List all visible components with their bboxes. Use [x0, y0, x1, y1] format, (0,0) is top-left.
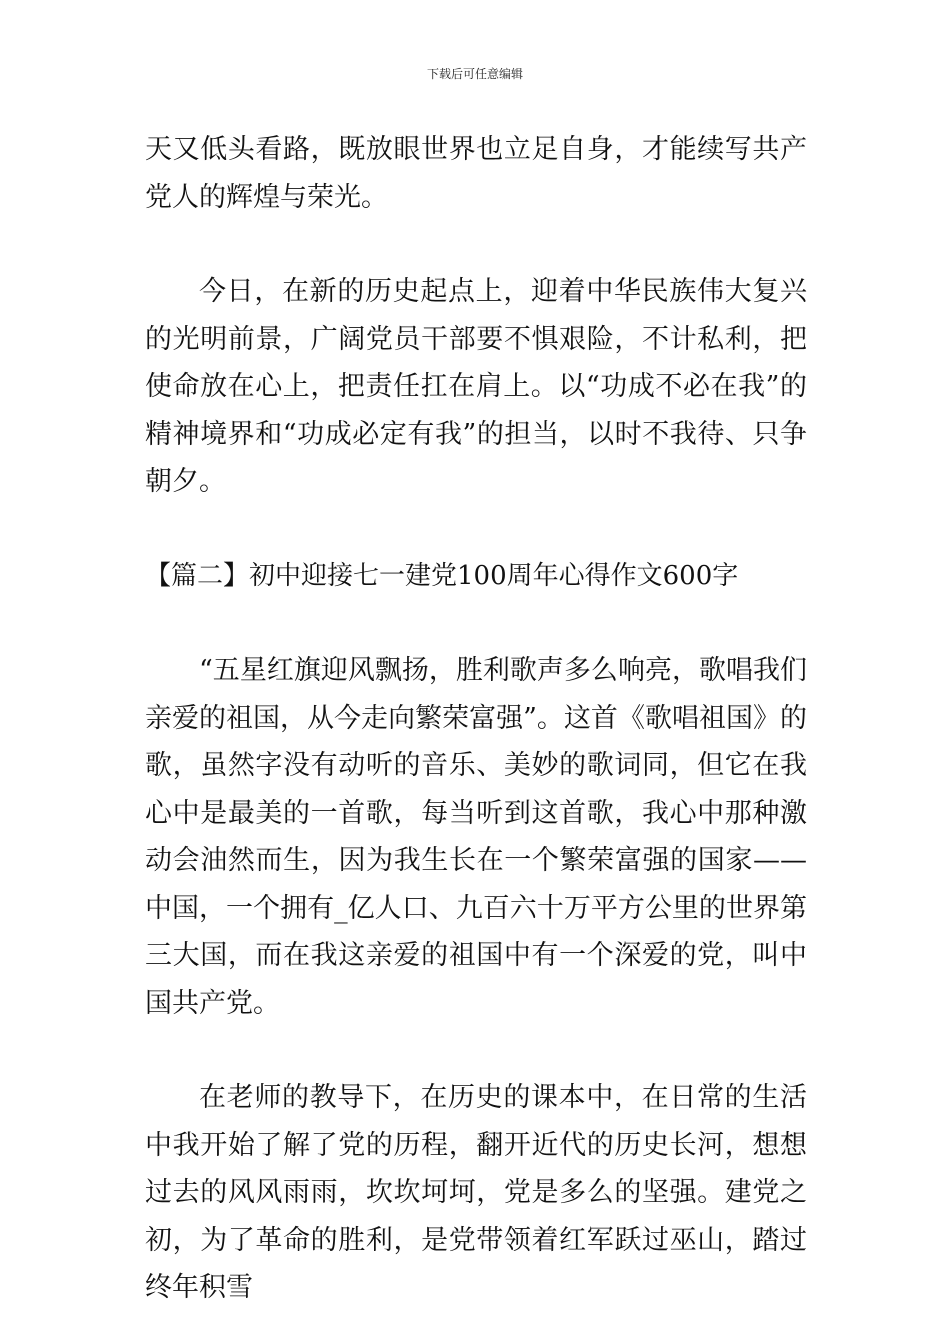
paragraph-history: 在老师的教导下，在历史的课本中，在日常的生活中我开始了解了党的历程，翻开近代的历史长河，想想过去的风风雨雨，坎坎坷坷，党是多么的坚强。建党之初，为了革命的胜利，是党带领着红军跃过巫山，踏过终年积雪: [145, 1082, 807, 1303]
paragraph-continuation: 天又低头看路，既放眼世界也立足自身，才能续写共产党人的辉煌与荣光。: [145, 134, 807, 213]
paragraph-gap: [145, 600, 807, 647]
paragraph-gap: [145, 1027, 807, 1074]
paragraph-today: 今日，在新的历史起点上，迎着中华民族伟大复兴的光明前景，广阔党员干部要不惧艰险，不计私利，把使命放在心上，把责任扛在肩上。以“功成不必在我”的精神境界和“功成必定有我”的担当，以时不我待、只争朝夕。: [145, 276, 807, 497]
paragraph-gap: [145, 506, 807, 553]
page-header: 下载后可任意编辑: [426, 67, 523, 81]
section-title: 【篇二】初中迎接七一建党100周年心得作文600字: [145, 560, 739, 591]
document-body: [145, 126, 807, 1312]
paragraph-gap: [145, 221, 807, 268]
paragraph-song: “五星红旗迎风飘扬，胜利歌声多么响亮，歌唱我们亲爱的祖国，从今走向繁荣富强”。这首《歌唱祖国》的歌，虽然字没有动听的音乐、美妙的歌词同，但它在我心中是最美的一首歌，每当听到这首歌，我心中那种激动会油然而生，因为我生长在一个繁荣富强的国家——中国，一个拥有_亿人口、九百六十万平方公里的世界第三大国，而在我这亲爱的祖国中有一个深爱的党，叫中国共产党。: [145, 655, 807, 1019]
